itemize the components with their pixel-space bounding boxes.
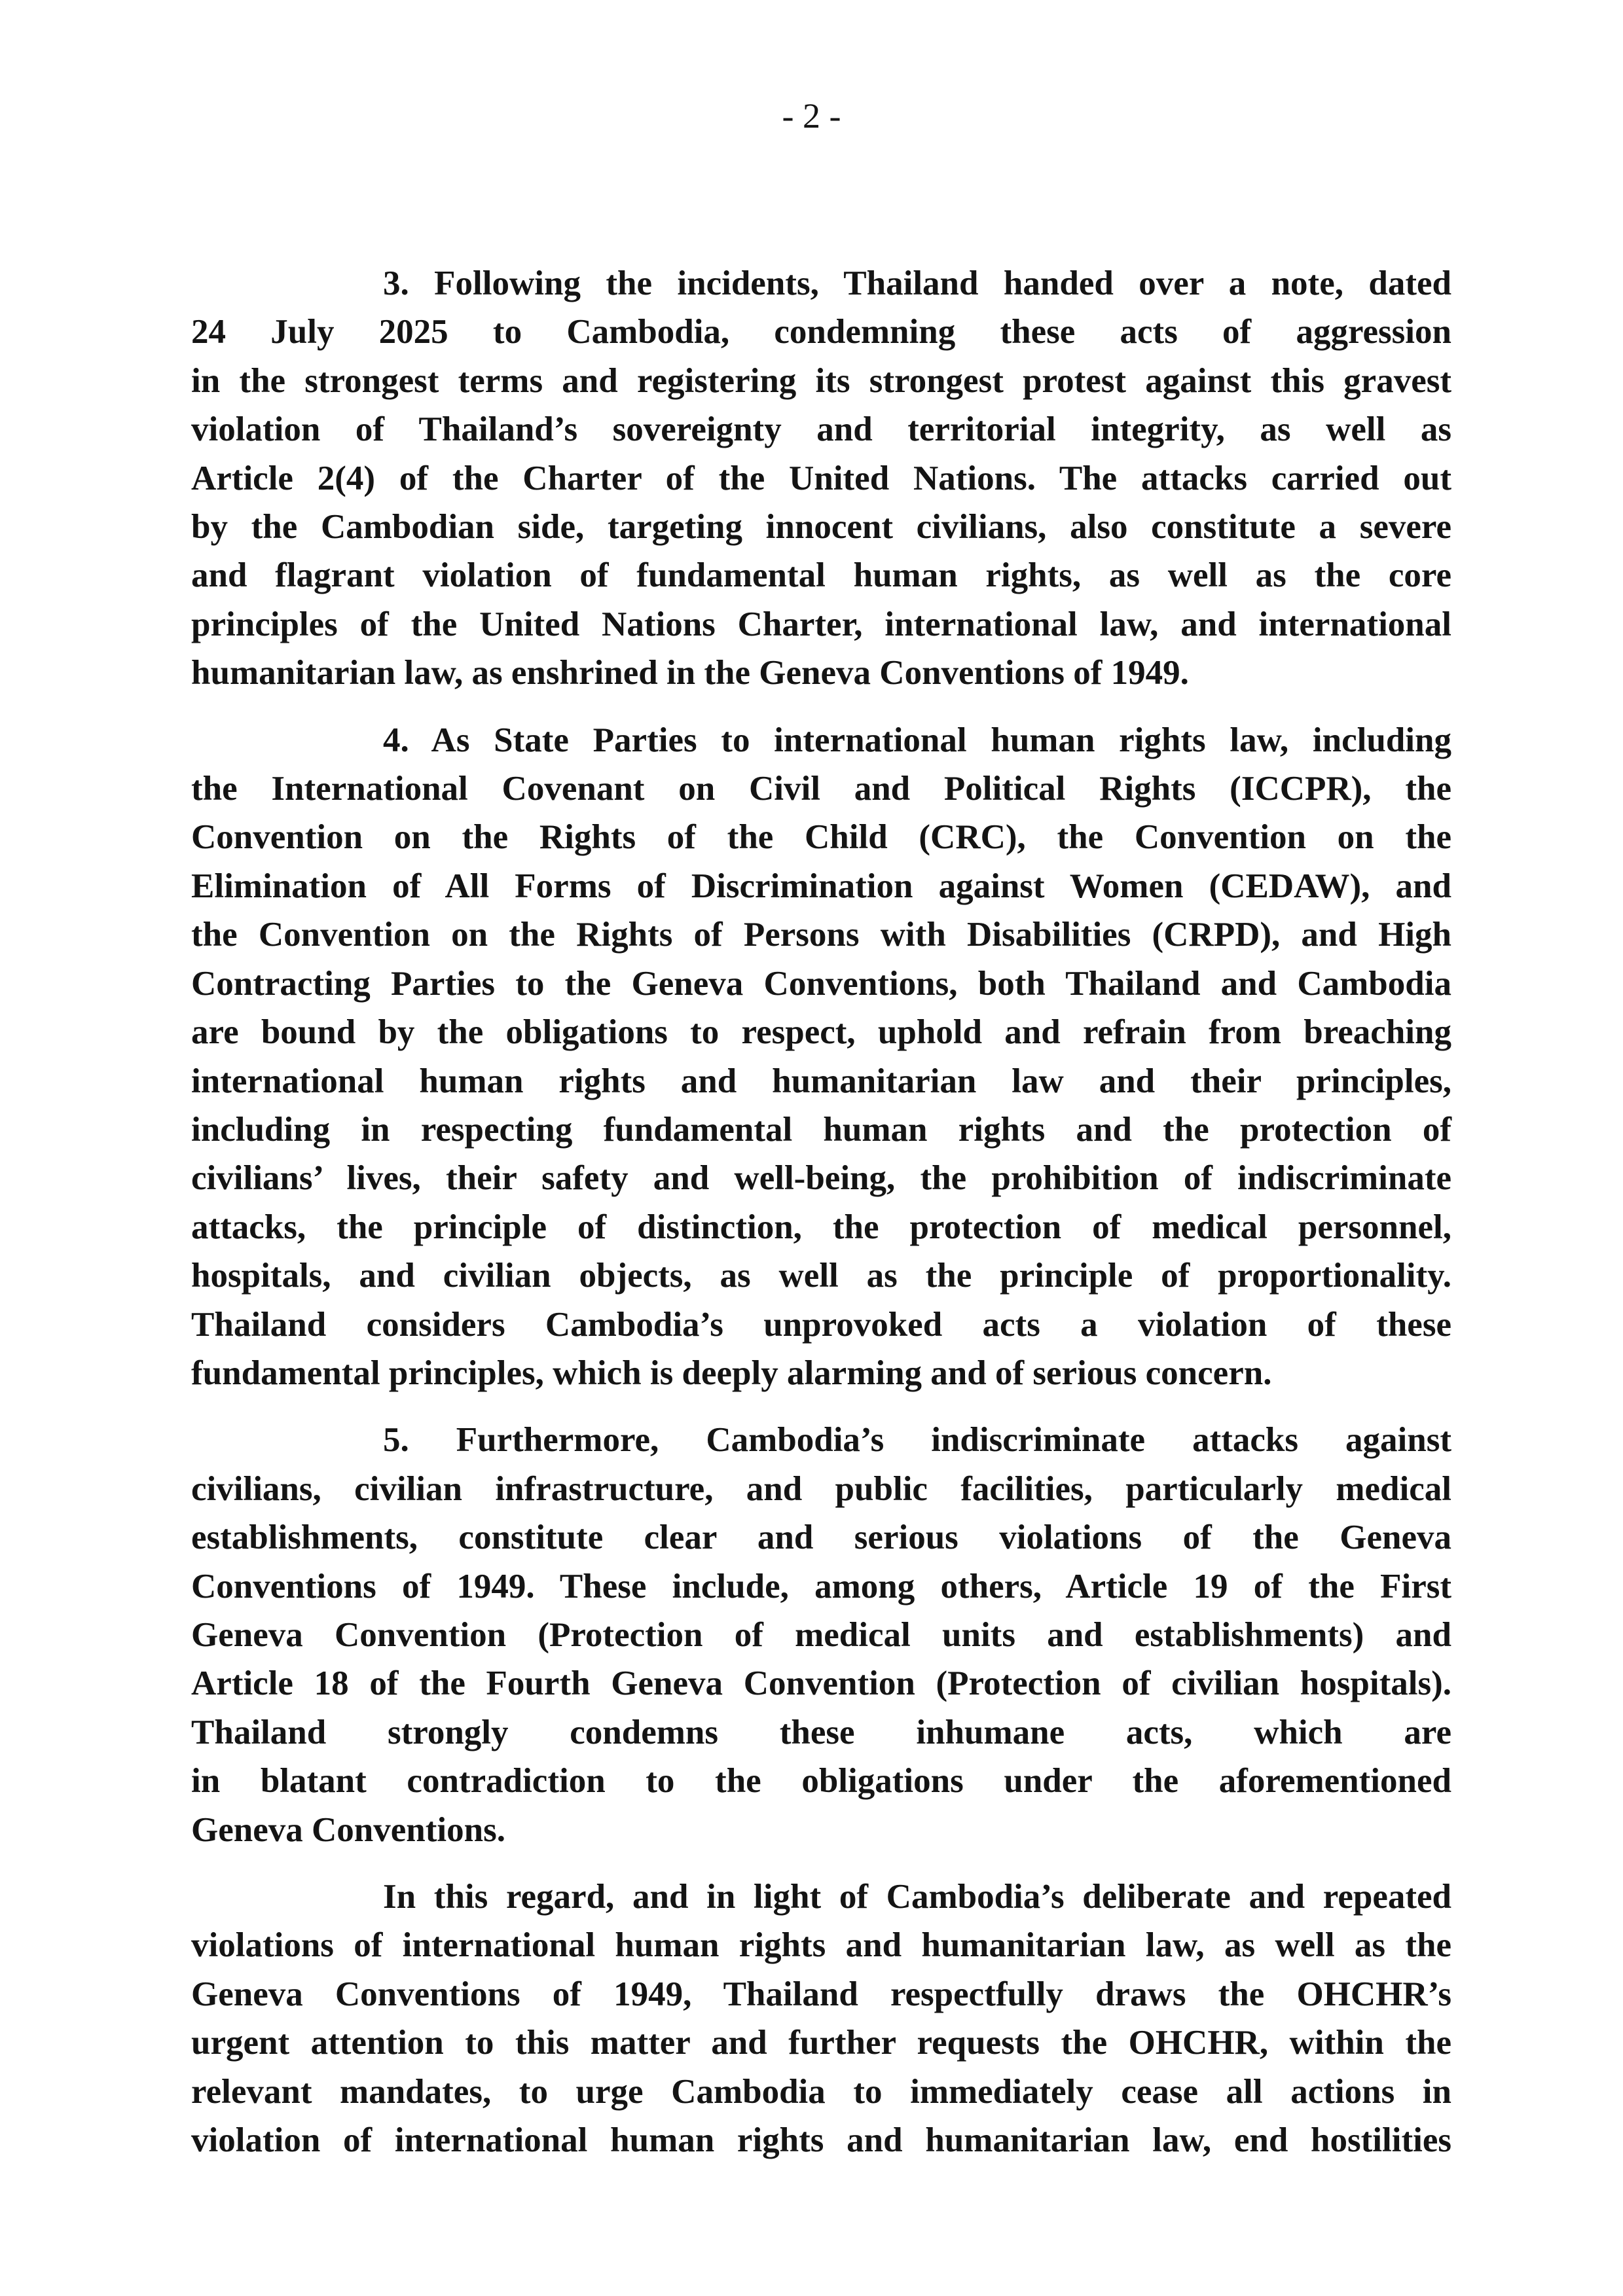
text-line: the International Covenant on Civil and Political Rights (ICCPR), the <box>191 770 1451 808</box>
text-line: fundamental principles, which is deeply alarming and of serious concern. <box>191 1354 1272 1392</box>
text-line: Thailand strongly condemns these inhumane acts, which are <box>191 1713 1451 1751</box>
text-line: hospitals, and civilian objects, as well as the principle of proportionality. <box>191 1257 1451 1295</box>
text-line: violations of international human rights and humanitarian law, as well as the <box>191 1926 1451 1965</box>
text-line: Article 18 of the Fourth Geneva Convention (Protection of civilian hospitals). <box>191 1664 1451 1703</box>
text-line: Geneva Conventions. <box>191 1810 505 1849</box>
paragraph-4 <box>191 716 1451 1398</box>
text-line: 4. As State Parties to international human rights law, including <box>383 721 1451 759</box>
text-line: In this regard, and in light of Cambodia’s deliberate and repeated <box>383 1878 1451 1916</box>
text-line: Elimination of All Forms of Discrimination against Women (CEDAW), and <box>191 867 1451 905</box>
text-line: urgent attention to this matter and further requests the OHCHR, within the <box>191 2024 1451 2062</box>
text-line: Geneva Convention (Protection of medical units and establishments) and <box>191 1615 1451 1654</box>
text-line: principles of the United Nations Charter, international law, and international <box>191 605 1451 643</box>
document-body <box>191 259 1451 2183</box>
text-line: 24 July 2025 to Cambodia, condemning these acts of aggression <box>191 313 1451 351</box>
text-line: are bound by the obligations to respect, uphold and refrain from breaching <box>191 1013 1451 1052</box>
text-line: Conventions of 1949. These include, among others, Article 19 of the First <box>191 1567 1451 1605</box>
text-line: establishments, constitute clear and serious violations of the Geneva <box>191 1518 1451 1557</box>
page-number: - 2 - <box>782 96 841 135</box>
text-line: civilians’ lives, their safety and well-being, the prohibition of indiscriminate <box>191 1159 1451 1198</box>
text-line: 3. Following the incidents, Thailand handed over a note, dated <box>383 264 1451 302</box>
text-line: violation of Thailand’s sovereignty and territorial integrity, as well as <box>191 410 1451 449</box>
text-line: Geneva Conventions of 1949, Thailand respectfully draws the OHCHR’s <box>191 1975 1451 2013</box>
text-line: humanitarian law, as enshrined in the Geneva Conventions of 1949. <box>191 654 1189 692</box>
text-line: Convention on the Rights of the Child (CRC), the Convention on the <box>191 818 1451 857</box>
text-line: attacks, the principle of distinction, the protection of medical personnel, <box>191 1208 1451 1246</box>
text-line: violation of international human rights and humanitarian law, end hostilities <box>191 2121 1451 2160</box>
text-line: by the Cambodian side, targeting innocent civilians, also constitute a severe <box>191 508 1451 547</box>
text-line: the Convention on the Rights of Persons with Disabilities (CRPD), and High <box>191 916 1451 954</box>
text-line: in the strongest terms and registering its strongest protest against this gravest <box>191 361 1451 400</box>
text-line: 5. Furthermore, Cambodia’s indiscriminate attacks against <box>383 1421 1451 1460</box>
text-line: international human rights and humanitarian law and their principles, <box>191 1062 1451 1100</box>
text-line: Article 2(4) of the Charter of the United Nations. The attacks carried out <box>191 459 1451 497</box>
text-line: Thailand considers Cambodia’s unprovoked acts a violation of these <box>191 1305 1451 1344</box>
text-line: civilians, civilian infrastructure, and public facilities, particularly medical <box>191 1469 1451 1508</box>
paragraph-5 <box>191 1416 1451 1854</box>
text-line: and flagrant violation of fundamental human rights, as well as the core <box>191 556 1451 595</box>
text-line: Contracting Parties to the Geneva Conventions, both Thailand and Cambodia <box>191 964 1451 1003</box>
paragraph-3 <box>191 259 1451 698</box>
text-line: relevant mandates, to urge Cambodia to immediately cease all actions in <box>191 2072 1451 2111</box>
paragraph-in-this-regard <box>191 1873 1451 2164</box>
text-line: including in respecting fundamental human rights and the protection of <box>191 1110 1451 1149</box>
text-line: in blatant contradiction to the obligations under the aforementioned <box>191 1762 1451 1801</box>
